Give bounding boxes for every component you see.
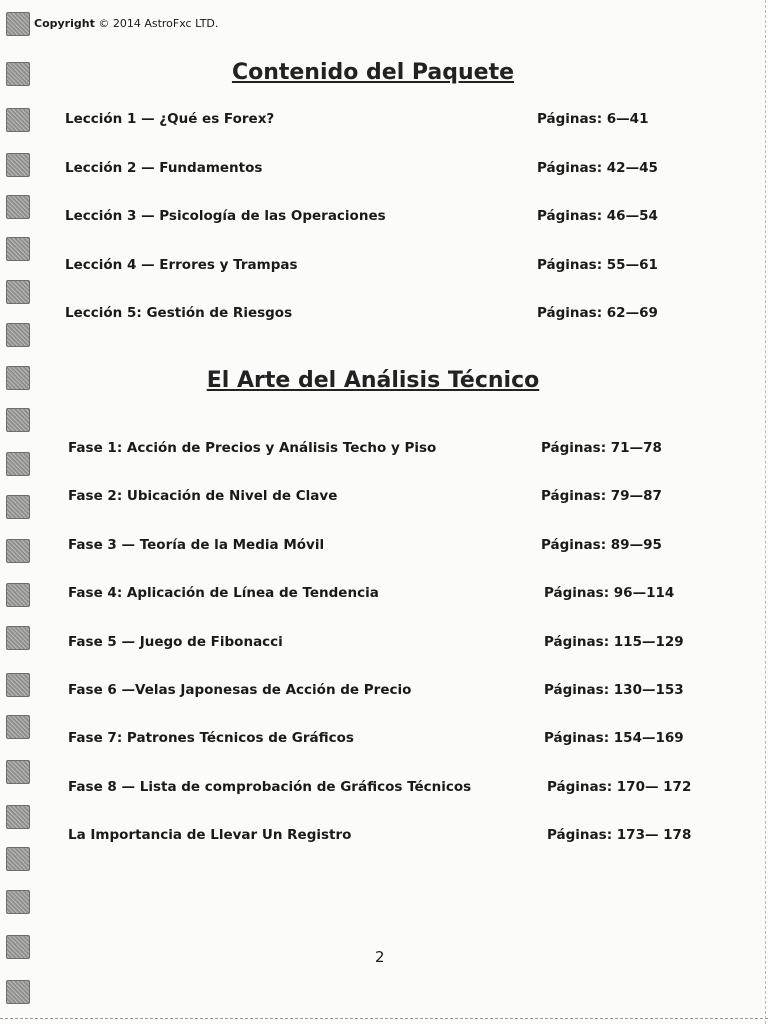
toc-entry-pages: Páginas: 96—114: [544, 585, 675, 602]
toc-entry-pages: Páginas: 89—95: [541, 536, 662, 553]
toc-entry-pages: Páginas: 71—78: [541, 440, 662, 456]
binder-hole: [6, 935, 30, 959]
toc-entry-label: Lección 1 — ¿Qué es Forex?: [65, 111, 275, 127]
toc-entry-label: Fase 8 — Lista de comprobación de Gráficos Técnicos: [68, 778, 472, 795]
toc-entry-label: Lección 3 — Psicología de las Operaciones: [65, 208, 386, 224]
toc-entry-label: Lección 4 — Errores y Trampas: [65, 256, 298, 273]
toc-entry-pages: Páginas: 6—41: [537, 111, 649, 127]
copyright-notice: [34, 17, 218, 30]
binder-hole: [6, 495, 30, 519]
binder-hole: [6, 323, 30, 347]
copyright-text: © 2014 AstroFxc LTD.: [98, 17, 219, 30]
binder-hole: [6, 715, 30, 739]
binder-hole: [6, 153, 30, 177]
toc-entry-label: Lección 2 — Fundamentos: [65, 159, 263, 176]
binder-hole: [6, 805, 30, 829]
toc-entry-pages: Páginas: 154—169: [544, 730, 684, 747]
copyright-label: Copyright: [34, 17, 95, 30]
binder-hole: [6, 408, 30, 432]
toc-entry-label: Fase 3 — Teoría de la Media Móvil: [68, 536, 325, 553]
toc-entry-pages: Páginas: 55—61: [537, 256, 658, 273]
binder-hole: [6, 195, 30, 219]
toc-entry-pages: Páginas: 173— 178: [547, 827, 692, 844]
toc-entry-pages: Páginas: 115—129: [544, 633, 684, 650]
binder-hole: [6, 108, 30, 132]
toc-entry-pages: Páginas: 79—87: [541, 488, 662, 505]
page-edge: [765, 0, 766, 1024]
page-bottom-edge: [0, 1018, 768, 1019]
binder-hole: [6, 539, 30, 563]
binder-hole: [6, 890, 30, 914]
section-title-analisis: El Arte del Análisis Técnico: [206, 368, 540, 393]
binder-hole: [6, 280, 30, 304]
toc-entry-pages: Páginas: 130—153: [544, 682, 684, 698]
binder-hole: [6, 980, 30, 1004]
toc-entry-label: Fase 5 — Juego de Fibonacci: [68, 633, 283, 650]
toc-entry-label: Lección 5: Gestión de Riesgos: [65, 305, 293, 321]
binder-hole: [6, 847, 30, 871]
binder-hole: [6, 237, 30, 261]
binder-hole: [6, 583, 30, 607]
toc-entry-pages: Páginas: 62—69: [537, 305, 658, 321]
binder-hole: [6, 12, 30, 36]
toc-entry-pages: Páginas: 46—54: [537, 208, 658, 224]
toc-entry-label: Fase 1: Acción de Precios y Análisis Techo y Piso: [68, 440, 437, 456]
binder-hole: [6, 760, 30, 784]
toc-entry-pages: Páginas: 170— 172: [547, 778, 692, 795]
toc-entry-label: Fase 2: Ubicación de Nivel de Clave: [68, 488, 338, 505]
toc-entry-label: La Importancia de Llevar Un Registro: [68, 827, 352, 844]
section-title-contenido: Contenido del Paquete: [231, 60, 515, 85]
binder-hole: [6, 673, 30, 697]
toc-entry-pages: Páginas: 42—45: [537, 159, 658, 176]
toc-entry-label: Fase 6 —Velas Japonesas de Acción de Precio: [68, 682, 412, 698]
page-number: 2: [375, 948, 385, 966]
toc-entry-label: Fase 7: Patrones Técnicos de Gráficos: [68, 730, 354, 747]
binder-hole: [6, 452, 30, 476]
toc-entry-label: Fase 4: Aplicación de Línea de Tendencia: [68, 585, 379, 602]
binder-hole: [6, 626, 30, 650]
